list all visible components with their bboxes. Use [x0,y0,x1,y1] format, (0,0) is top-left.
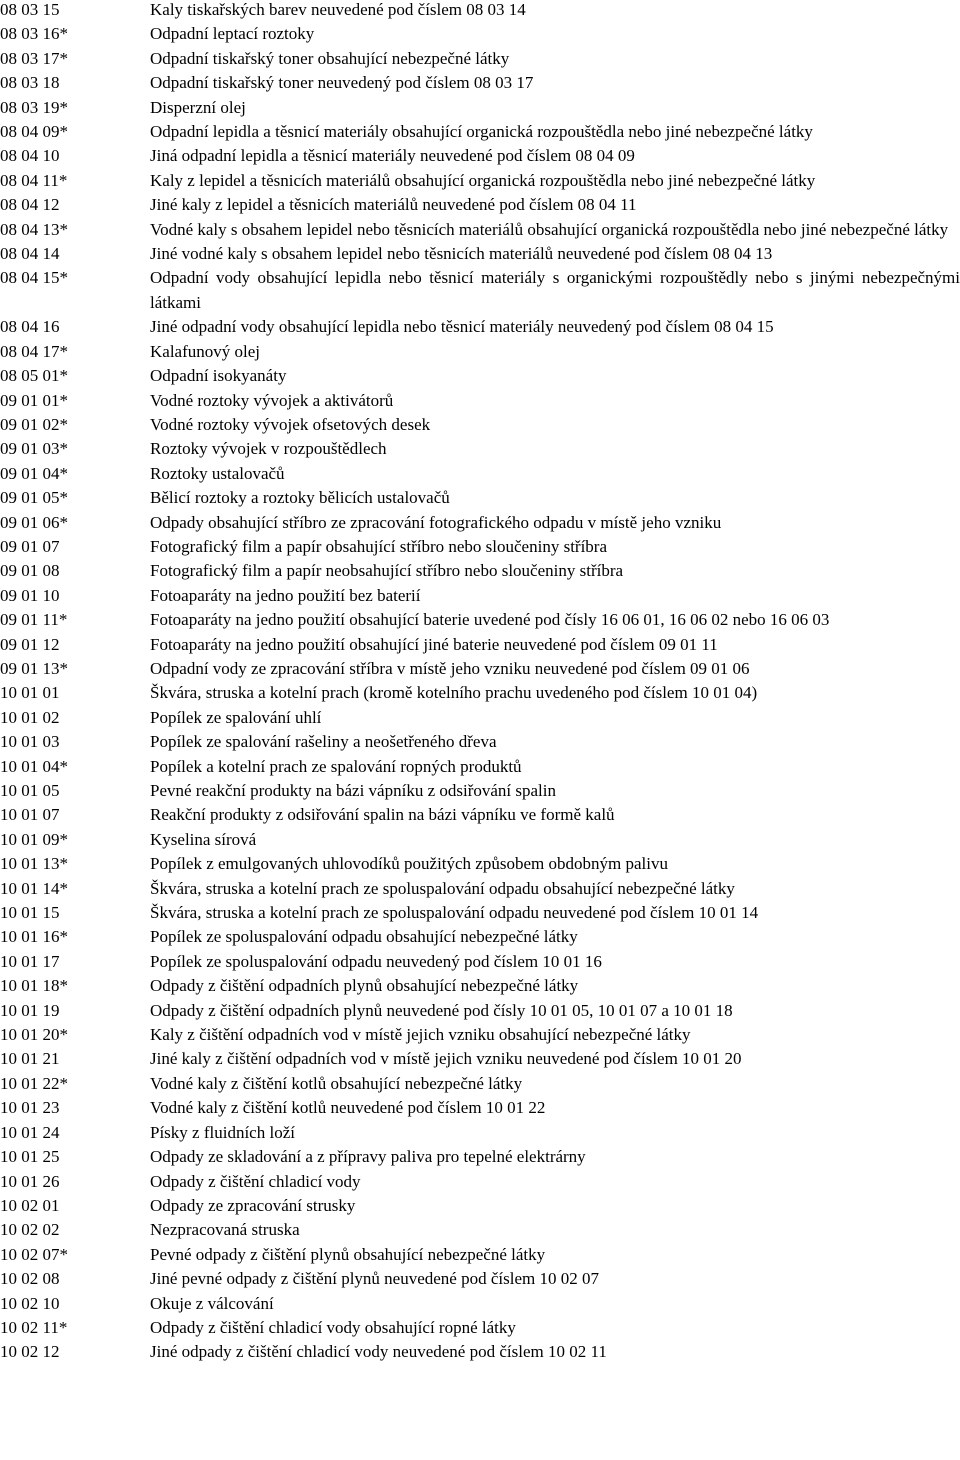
waste-code: 10 02 11* [0,1317,68,1337]
waste-code: 08 04 13* [0,219,68,239]
waste-description: Odpady z čištění chladicí vody obsahující ropné látky [150,1317,516,1337]
list-item [0,1170,960,1194]
waste-description: Škvára, struska a kotelní prach ze spoluspalování odpadu neuvedené pod číslem 10 01 14 [150,903,759,923]
waste-description: Odpady z čištění odpadních plynů neuvedené pod čísly 10 01 05, 10 01 07 a 10 01 18 [150,1000,733,1020]
list-item [0,852,960,876]
waste-code: 10 01 20* [0,1025,68,1045]
waste-description: Odpady ze zpracování strusky [150,1195,356,1215]
waste-description: Odpadní lepidla a těsnicí materiály obsahující organická rozpouštědla nebo jiné nebezpečné látky [150,122,813,142]
list-item [0,242,960,266]
waste-description: Kaly tiskařských barev neuvedené pod číslem 08 03 14 [150,0,526,19]
waste-code: 10 01 21 [0,1049,60,1069]
list-item [0,901,960,925]
waste-code: 09 01 01* [0,390,68,410]
waste-description: Vodné kaly z čištění kotlů obsahující nebezpečné látky [150,1073,523,1093]
list-item [0,315,960,339]
waste-description: Vodné roztoky vývojek a aktivátorů [150,390,394,410]
waste-description: Odpady obsahující stříbro ze zpracování fotografického odpadu v místě jeho vzniku [150,512,722,532]
waste-description: Škvára, struska a kotelní prach ze spoluspalování odpadu obsahující nebezpečné látky [150,878,735,898]
waste-code: 09 01 07 [0,536,60,556]
waste-code: 09 01 02* [0,414,68,434]
list-item [0,47,960,71]
waste-code: 10 01 14* [0,878,68,898]
waste-description: Jiné kaly z čištění odpadních vod v místě jejich vzniku neuvedené pod číslem 10 01 20 [150,1049,742,1069]
waste-description: Bělicí roztoky a roztoky bělicích ustalovačů [150,488,450,508]
waste-code: 10 01 07 [0,805,60,825]
waste-description: Odpadní isokyanáty [150,366,287,386]
list-item [0,1243,960,1267]
waste-code: 08 04 10 [0,146,60,166]
waste-description: Fotografický film a papír obsahující stříbro nebo sloučeniny stříbra [150,536,608,556]
waste-description: Roztoky ustalovačů [150,463,285,483]
list-item [0,1340,960,1364]
list-item [0,1194,960,1218]
list-item [0,144,960,168]
waste-code: 10 01 22* [0,1073,68,1093]
list-item [0,96,960,120]
list-item [0,1121,960,1145]
waste-description: Odpadní vody ze zpracování stříbra v místě jeho vzniku neuvedené pod číslem 09 01 06 [150,658,750,678]
waste-description: Vodné roztoky vývojek ofsetových desek [150,414,431,434]
waste-description: Pevné reakční produkty na bázi vápníku z odsiřování spalin [150,781,556,800]
list-item [0,1316,960,1340]
waste-code: 08 04 16 [0,317,60,337]
waste-description: Popílek ze spoluspalování odpadu obsahující nebezpečné látky [150,927,578,947]
list-item [0,462,960,486]
waste-code: 08 03 15 [0,0,60,19]
waste-description: Kaly z čištění odpadních vod v místě jejich vzniku obsahující nebezpečné látky [150,1025,691,1045]
waste-code: 10 02 02 [0,1220,60,1240]
list-item [0,877,960,901]
list-item [0,169,960,193]
list-item [0,535,960,559]
list-item [0,559,960,583]
waste-description: Jiné vodné kaly s obsahem lepidel nebo těsnicích materiálů neuvedené pod číslem 08 04 13 [150,244,773,264]
waste-description: Písky z fluidních loží [150,1122,295,1142]
list-item [0,1267,960,1291]
waste-code: 08 04 12 [0,195,60,215]
list-item [0,608,960,632]
list-item [0,925,960,949]
waste-description: Odpady z čištění chladicí vody [150,1171,361,1191]
list-item [0,974,960,998]
waste-code: 10 01 02 [0,707,60,727]
waste-code: 10 01 04* [0,756,68,776]
list-item [0,657,960,681]
waste-code: 10 01 23 [0,1098,60,1118]
waste-description: Odpadní tiskařský toner obsahující nebezpečné látky [150,48,510,68]
list-item [0,71,960,95]
list-item [0,1023,960,1047]
list-item [0,633,960,657]
waste-description: Popílek ze spalování rašeliny a neošetřeného dřeva [150,732,497,752]
waste-description: Kalafunový olej [150,341,260,361]
list-item [0,437,960,461]
waste-description: Vodné kaly z čištění kotlů neuvedené pod číslem 10 01 22 [150,1098,546,1118]
waste-code: 09 01 10 [0,585,60,605]
waste-code: 08 03 16* [0,24,68,44]
waste-code: 10 01 24 [0,1122,60,1142]
waste-description: Odpady z čištění odpadních plynů obsahující nebezpečné látky [150,976,579,996]
list-item [0,1145,960,1169]
list-item [0,779,960,803]
list-item [0,193,960,217]
list-item [0,389,960,413]
waste-code: 10 01 03 [0,732,60,752]
waste-code: 09 01 08 [0,561,60,581]
waste-description: Jiné odpady z čištění chladicí vody neuvedené pod číslem 10 02 11 [150,1342,607,1362]
waste-code: 10 01 05 [0,781,60,800]
waste-code: 10 01 15 [0,903,60,923]
waste-description: Popílek ze spalování uhlí [150,707,322,727]
list-item [0,0,960,22]
list-item [0,730,960,754]
list-item [0,1096,960,1120]
waste-description: Okuje z válcování [150,1293,274,1313]
waste-code: 09 01 03* [0,439,68,459]
list-item [0,364,960,388]
waste-description: Jiné pevné odpady z čištění plynů neuvedené pod číslem 10 02 07 [150,1269,599,1289]
list-item [0,950,960,974]
waste-code: 08 05 01* [0,366,68,386]
list-item [0,1047,960,1071]
list-item [0,706,960,730]
waste-code: 09 01 12 [0,634,60,654]
waste-description: Popílek z emulgovaných uhlovodíků použitých způsobem obdobným palivu [150,854,668,874]
waste-code: 10 02 12 [0,1342,60,1362]
list-item [0,755,960,779]
waste-description: Jiné odpadní vody obsahující lepidla nebo těsnicí materiály neuvedený pod číslem 08 04 15 [150,317,774,337]
waste-description: Kaly z lepidel a těsnicích materiálů obsahující organická rozpouštědla nebo jiné nebezpečné látky [150,170,816,190]
list-item [0,584,960,608]
waste-description: Nezpracovaná struska [150,1220,300,1240]
list-item [0,803,960,827]
waste-code: 10 01 09* [0,829,68,849]
waste-description: Roztoky vývojek v rozpouštědlech [150,439,387,459]
waste-description: Fotografický film a papír neobsahující stříbro nebo sloučeniny stříbra [150,561,624,581]
list-item [0,340,960,364]
waste-code: 10 01 19 [0,1000,60,1020]
waste-code: 10 01 17 [0,951,60,971]
waste-description: Odpadní vody obsahující lepidla nebo těsnicí materiály s organickými rozpouštědly nebo s jinými nebezpečnými látkami [150,268,960,312]
waste-description: Pevné odpady z čištění plynů obsahující nebezpečné látky [150,1244,546,1264]
waste-code: 08 03 19* [0,97,68,117]
waste-code: 09 01 04* [0,463,68,483]
list-item [0,511,960,535]
waste-code: 08 04 17* [0,341,68,361]
list-item [0,120,960,144]
list-item [0,1218,960,1242]
waste-description: Jiné kaly z lepidel a těsnicích materiálů neuvedené pod číslem 08 04 11 [150,195,637,215]
waste-description: Vodné kaly s obsahem lepidel nebo těsnicích materiálů obsahující organická rozpouštědla nebo jiné nebezpečné látky [150,219,949,239]
waste-code: 09 01 13* [0,658,68,678]
waste-description: Fotoaparáty na jedno použití bez baterií [150,585,421,605]
waste-code: 08 04 11* [0,170,68,190]
waste-code: 10 01 26 [0,1171,60,1191]
waste-code: 10 01 18* [0,976,68,996]
waste-code: 10 02 08 [0,1269,60,1289]
list-item [0,1072,960,1096]
list-item [0,22,960,46]
waste-code: 10 02 10 [0,1293,60,1313]
waste-code: 10 02 01 [0,1195,60,1215]
waste-description: Odpady ze skladování a z přípravy paliva pro tepelné elektrárny [150,1147,586,1167]
list-item [0,266,960,315]
list-item [0,681,960,705]
waste-code: 08 04 15* [0,268,68,288]
waste-description: Disperzní olej [150,97,246,117]
list-item [0,1292,960,1316]
waste-code: 10 02 07* [0,1244,68,1264]
waste-description: Fotoaparáty na jedno použití obsahující baterie uvedené pod čísly 16 06 01, 16 06 02 nebo 16 06 03 [150,610,830,630]
waste-code: 09 01 06* [0,512,68,532]
waste-description: Kyselina sírová [150,829,257,849]
list-item [0,999,960,1023]
waste-code: 08 03 17* [0,48,68,68]
waste-code: 10 01 01 [0,683,60,703]
waste-code: 08 03 18 [0,73,60,93]
waste-description: Popílek ze spoluspalování odpadu neuvedený pod číslem 10 01 16 [150,951,602,971]
waste-description: Reakční produkty z odsiřování spalin na bázi vápníku ve formě kalů [150,805,615,825]
waste-code: 10 01 13* [0,854,68,874]
list-item [0,486,960,510]
waste-description: Popílek a kotelní prach ze spalování ropných produktů [150,756,522,776]
waste-description: Odpadní leptací roztoky [150,24,315,44]
waste-description: Odpadní tiskařský toner neuvedený pod číslem 08 03 17 [150,73,534,93]
waste-description: Fotoaparáty na jedno použití obsahující jiné baterie neuvedené pod číslem 09 01 11 [150,634,718,654]
waste-code: 08 04 14 [0,244,60,264]
waste-code: 08 04 09* [0,122,68,142]
list-item [0,413,960,437]
list-item [0,828,960,852]
waste-description: Jiná odpadní lepidla a těsnicí materiály neuvedené pod číslem 08 04 09 [150,146,635,166]
waste-code: 10 01 16* [0,927,68,947]
waste-code: 09 01 05* [0,488,68,508]
waste-code: 10 01 25 [0,1147,60,1167]
list-item [0,218,960,242]
waste-code: 09 01 11* [0,610,68,630]
waste-description: Škvára, struska a kotelní prach (kromě kotelního prachu uvedeného pod číslem 10 01 04) [150,683,758,703]
